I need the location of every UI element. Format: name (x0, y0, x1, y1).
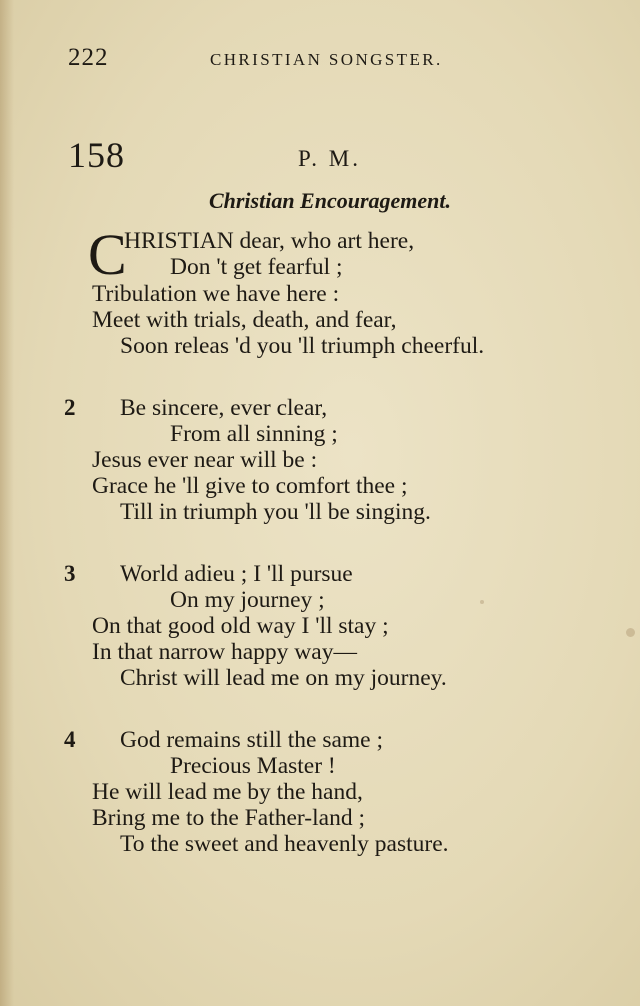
paper-spot (626, 628, 635, 637)
verse-line: In that narrow happy way— (92, 639, 357, 665)
hymn-title: Christian Encouragement. (208, 188, 452, 213)
drop-cap: C (88, 222, 127, 287)
verse-line: To the sweet and heavenly pasture. (120, 831, 449, 857)
verse-line: Precious Master ! (170, 753, 336, 779)
verse-line: He will lead me by the hand, (92, 779, 363, 805)
verse-line: Jesus ever near will be : (92, 447, 318, 473)
verse-line: Tribulation we have here : (92, 281, 340, 307)
verse-line: Meet with trials, death, and fear, (92, 307, 397, 333)
stanza-number: 3 (64, 561, 76, 586)
verse-line: On my journey ; (170, 587, 325, 613)
paper-spot (480, 600, 484, 604)
verse-line: Christ will lead me on my journey. (120, 665, 447, 691)
verse-line: Soon releas 'd you 'll triumph cheerful. (120, 333, 485, 359)
page-edge-shadow (0, 0, 14, 1006)
verse-line: From all sinning ; (170, 421, 338, 447)
stanza-number: 4 (64, 727, 76, 752)
verse-line: HRISTIAN dear, who art here, (124, 228, 415, 254)
stanza-number: 2 (64, 395, 76, 420)
hymn-meter: P. M. (298, 146, 361, 171)
page-number: 222 (68, 44, 109, 71)
verse-line: World adieu ; I 'll pursue (120, 561, 353, 587)
verse-line: Bring me to the Father-land ; (92, 805, 365, 831)
verse-line: Grace he 'll give to comfort thee ; (92, 473, 408, 499)
hymn-number: 158 (68, 135, 125, 175)
page-header (0, 44, 640, 80)
verse-line: Till in triumph you 'll be singing. (120, 499, 431, 525)
running-head: CHRISTIAN SONGSTER. (210, 50, 443, 69)
verse-line: On that good old way I 'll stay ; (92, 613, 389, 639)
verse-line: Don 't get fearful ; (170, 254, 343, 280)
verse-line: God remains still the same ; (120, 727, 384, 753)
verse-line: Be sincere, ever clear, (120, 395, 328, 421)
